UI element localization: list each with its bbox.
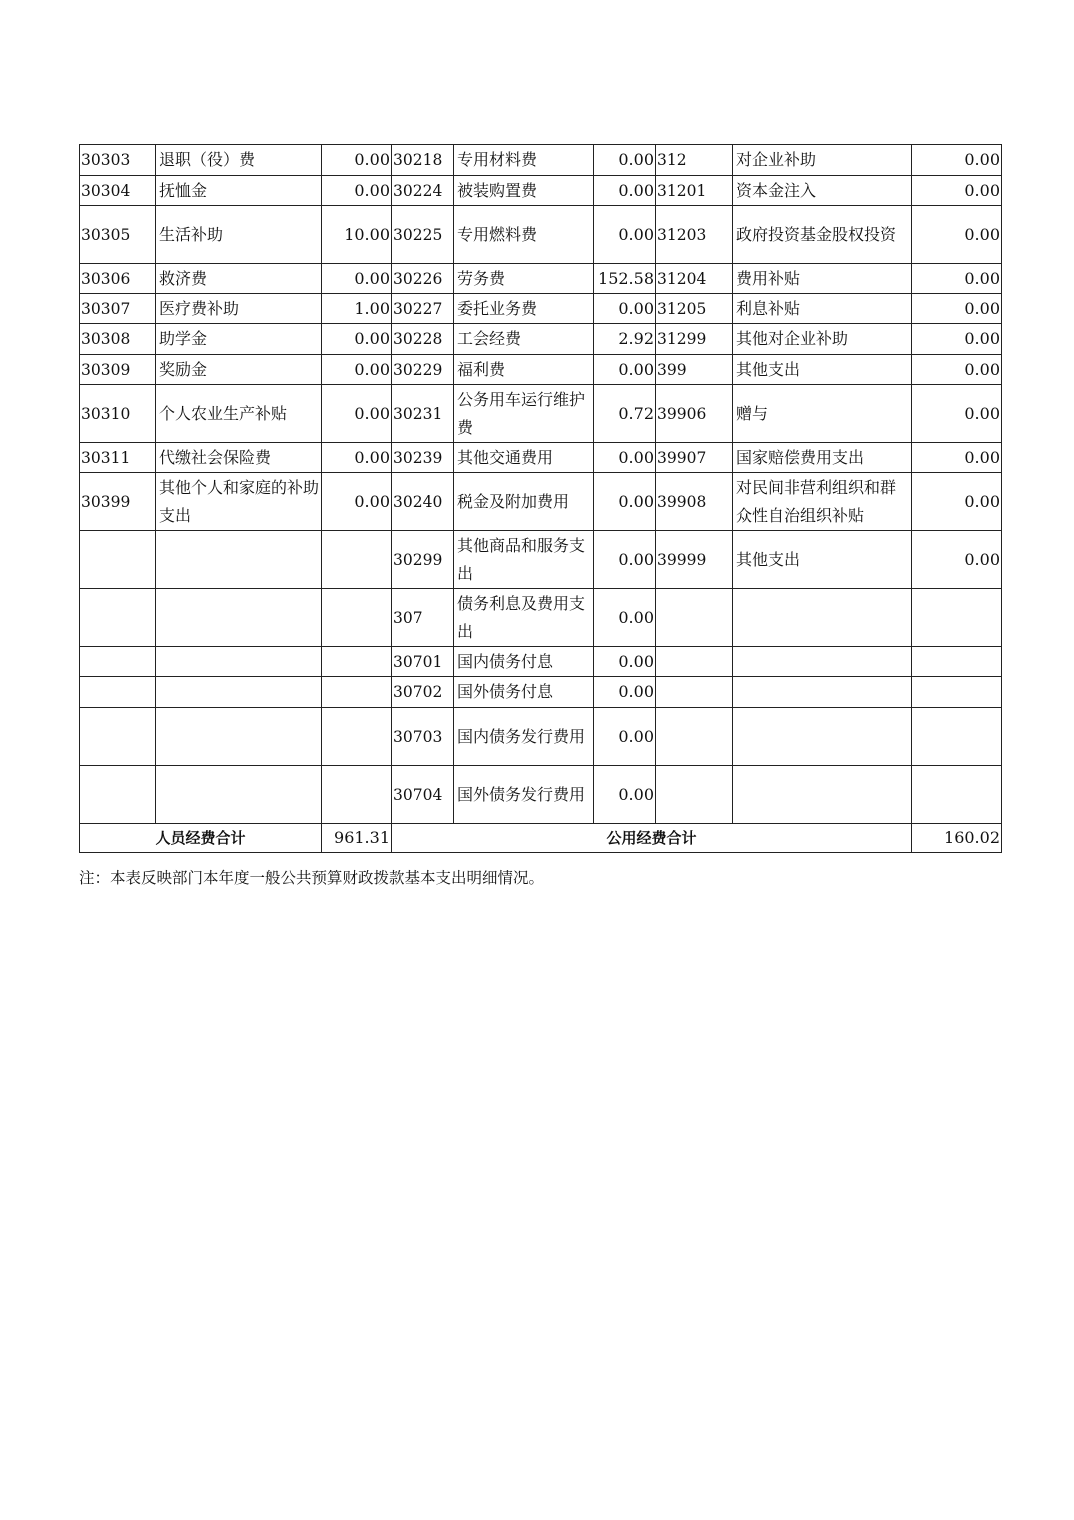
code-1-cell <box>80 708 156 766</box>
amount-2-cell: 2.92 <box>594 324 656 355</box>
code-1-cell: 30303 <box>80 145 156 176</box>
amount-1-cell <box>322 531 392 589</box>
public-total-label: 公用经费合计 <box>392 824 912 853</box>
table-row <box>80 766 1002 824</box>
name-1-cell: 救济费 <box>156 264 322 294</box>
name-1-cell <box>156 589 322 647</box>
code-3-cell: 31299 <box>656 324 733 355</box>
code-1-cell: 30307 <box>80 294 156 324</box>
name-2-cell: 被装购置费 <box>454 176 594 206</box>
name-1-cell: 代缴社会保险费 <box>156 443 322 473</box>
totals-row <box>80 824 1002 853</box>
code-1-cell: 30304 <box>80 176 156 206</box>
code-3-cell <box>656 766 733 824</box>
name-3-cell: 对民间非营利组织和群众性自治组织补贴 <box>733 473 912 531</box>
table-row <box>80 677 1002 708</box>
code-1-cell <box>80 766 156 824</box>
name-2-cell: 专用材料费 <box>454 145 594 176</box>
code-1-cell: 30310 <box>80 385 156 443</box>
amount-2-cell: 0.00 <box>594 176 656 206</box>
amount-3-cell: 0.00 <box>912 264 1002 294</box>
amount-2-cell: 0.00 <box>594 473 656 531</box>
name-2-cell: 债务利息及费用支出 <box>454 589 594 647</box>
code-3-cell: 399 <box>656 355 733 385</box>
amount-2-cell: 0.00 <box>594 145 656 176</box>
name-2-cell: 国外债务发行费用 <box>454 766 594 824</box>
name-2-cell: 工会经费 <box>454 324 594 355</box>
name-1-cell: 生活补助 <box>156 206 322 264</box>
code-2-cell: 30228 <box>392 324 454 355</box>
name-2-cell: 专用燃料费 <box>454 206 594 264</box>
code-2-cell: 307 <box>392 589 454 647</box>
code-3-cell: 39906 <box>656 385 733 443</box>
code-2-cell: 30704 <box>392 766 454 824</box>
name-2-cell: 委托业务费 <box>454 294 594 324</box>
name-1-cell <box>156 708 322 766</box>
name-2-cell: 国内债务付息 <box>454 647 594 677</box>
name-3-cell <box>733 766 912 824</box>
name-2-cell: 其他商品和服务支出 <box>454 531 594 589</box>
code-2-cell: 30224 <box>392 176 454 206</box>
code-1-cell <box>80 531 156 589</box>
name-3-cell: 其他对企业补助 <box>733 324 912 355</box>
code-3-cell: 39999 <box>656 531 733 589</box>
name-2-cell: 国内债务发行费用 <box>454 708 594 766</box>
code-2-cell: 30702 <box>392 677 454 708</box>
name-3-cell: 赠与 <box>733 385 912 443</box>
code-3-cell <box>656 589 733 647</box>
name-2-cell: 劳务费 <box>454 264 594 294</box>
amount-3-cell <box>912 708 1002 766</box>
table-body <box>80 145 1002 824</box>
code-1-cell: 30399 <box>80 473 156 531</box>
table-row <box>80 589 1002 647</box>
code-1-cell: 30309 <box>80 355 156 385</box>
amount-3-cell <box>912 766 1002 824</box>
code-1-cell: 30305 <box>80 206 156 264</box>
code-3-cell: 31201 <box>656 176 733 206</box>
table-row <box>80 264 1002 294</box>
amount-3-cell <box>912 677 1002 708</box>
amount-1-cell <box>322 766 392 824</box>
budget-detail-table <box>79 144 1002 853</box>
amount-1-cell: 0.00 <box>322 264 392 294</box>
amount-1-cell: 10.00 <box>322 206 392 264</box>
name-2-cell: 税金及附加费用 <box>454 473 594 531</box>
name-3-cell <box>733 647 912 677</box>
amount-3-cell <box>912 647 1002 677</box>
code-2-cell: 30231 <box>392 385 454 443</box>
table-row <box>80 145 1002 176</box>
table-row <box>80 443 1002 473</box>
code-2-cell: 30703 <box>392 708 454 766</box>
name-1-cell: 个人农业生产补贴 <box>156 385 322 443</box>
code-2-cell: 30227 <box>392 294 454 324</box>
name-1-cell <box>156 531 322 589</box>
amount-3-cell <box>912 589 1002 647</box>
amount-1-cell: 0.00 <box>322 176 392 206</box>
amount-3-cell: 0.00 <box>912 355 1002 385</box>
amount-2-cell: 0.72 <box>594 385 656 443</box>
name-2-cell: 其他交通费用 <box>454 443 594 473</box>
table-row <box>80 385 1002 443</box>
table-row <box>80 708 1002 766</box>
name-1-cell <box>156 766 322 824</box>
code-3-cell: 39907 <box>656 443 733 473</box>
amount-1-cell <box>322 677 392 708</box>
table-row <box>80 294 1002 324</box>
amount-3-cell: 0.00 <box>912 324 1002 355</box>
name-1-cell <box>156 677 322 708</box>
code-2-cell: 30229 <box>392 355 454 385</box>
name-3-cell: 资本金注入 <box>733 176 912 206</box>
amount-3-cell: 0.00 <box>912 206 1002 264</box>
amount-3-cell: 0.00 <box>912 473 1002 531</box>
amount-2-cell: 0.00 <box>594 355 656 385</box>
amount-1-cell: 0.00 <box>322 473 392 531</box>
table-row <box>80 206 1002 264</box>
amount-1-cell: 0.00 <box>322 443 392 473</box>
amount-1-cell: 0.00 <box>322 324 392 355</box>
code-1-cell: 30308 <box>80 324 156 355</box>
table-row <box>80 324 1002 355</box>
amount-2-cell: 0.00 <box>594 677 656 708</box>
code-2-cell: 30225 <box>392 206 454 264</box>
name-2-cell: 国外债务付息 <box>454 677 594 708</box>
amount-1-cell <box>322 647 392 677</box>
name-3-cell: 其他支出 <box>733 355 912 385</box>
code-1-cell: 30306 <box>80 264 156 294</box>
amount-2-cell: 0.00 <box>594 531 656 589</box>
amount-3-cell: 0.00 <box>912 385 1002 443</box>
code-1-cell <box>80 677 156 708</box>
code-2-cell: 30299 <box>392 531 454 589</box>
amount-3-cell: 0.00 <box>912 176 1002 206</box>
name-1-cell: 抚恤金 <box>156 176 322 206</box>
name-3-cell <box>733 708 912 766</box>
name-1-cell: 助学金 <box>156 324 322 355</box>
amount-3-cell: 0.00 <box>912 443 1002 473</box>
code-2-cell: 30239 <box>392 443 454 473</box>
table-row <box>80 531 1002 589</box>
code-3-cell <box>656 677 733 708</box>
amount-2-cell: 0.00 <box>594 589 656 647</box>
code-2-cell: 30226 <box>392 264 454 294</box>
name-3-cell: 费用补贴 <box>733 264 912 294</box>
name-3-cell: 对企业补助 <box>733 145 912 176</box>
personnel-total-label: 人员经费合计 <box>80 824 322 853</box>
name-1-cell: 医疗费补助 <box>156 294 322 324</box>
name-1-cell: 奖励金 <box>156 355 322 385</box>
name-3-cell <box>733 589 912 647</box>
amount-3-cell: 0.00 <box>912 294 1002 324</box>
amount-2-cell: 0.00 <box>594 443 656 473</box>
table-footnote: 注：本表反映部门本年度一般公共预算财政拨款基本支出明细情况。 <box>79 869 545 887</box>
code-3-cell: 31203 <box>656 206 733 264</box>
name-2-cell: 福利费 <box>454 355 594 385</box>
code-3-cell: 312 <box>656 145 733 176</box>
code-3-cell: 31204 <box>656 264 733 294</box>
table-row <box>80 473 1002 531</box>
code-3-cell: 31205 <box>656 294 733 324</box>
name-3-cell: 政府投资基金股权投资 <box>733 206 912 264</box>
code-1-cell: 30311 <box>80 443 156 473</box>
amount-1-cell: 0.00 <box>322 385 392 443</box>
amount-3-cell: 0.00 <box>912 531 1002 589</box>
name-3-cell: 国家赔偿费用支出 <box>733 443 912 473</box>
name-3-cell: 其他支出 <box>733 531 912 589</box>
code-2-cell: 30218 <box>392 145 454 176</box>
amount-1-cell: 0.00 <box>322 355 392 385</box>
amount-2-cell: 0.00 <box>594 647 656 677</box>
amount-3-cell: 0.00 <box>912 145 1002 176</box>
table-row <box>80 647 1002 677</box>
amount-2-cell: 0.00 <box>594 766 656 824</box>
personnel-total-value: 961.31 <box>322 824 392 853</box>
code-1-cell <box>80 589 156 647</box>
amount-2-cell: 0.00 <box>594 206 656 264</box>
amount-1-cell <box>322 708 392 766</box>
amount-2-cell: 152.58 <box>594 264 656 294</box>
code-3-cell <box>656 708 733 766</box>
public-total-value: 160.02 <box>912 824 1002 853</box>
name-1-cell <box>156 647 322 677</box>
code-3-cell <box>656 647 733 677</box>
amount-1-cell <box>322 589 392 647</box>
amount-1-cell: 0.00 <box>322 145 392 176</box>
name-3-cell <box>733 677 912 708</box>
amount-2-cell: 0.00 <box>594 708 656 766</box>
name-1-cell: 其他个人和家庭的补助支出 <box>156 473 322 531</box>
code-2-cell: 30701 <box>392 647 454 677</box>
amount-2-cell: 0.00 <box>594 294 656 324</box>
name-2-cell: 公务用车运行维护费 <box>454 385 594 443</box>
amount-1-cell: 1.00 <box>322 294 392 324</box>
code-2-cell: 30240 <box>392 473 454 531</box>
name-1-cell: 退职（役）费 <box>156 145 322 176</box>
name-3-cell: 利息补贴 <box>733 294 912 324</box>
table-row <box>80 176 1002 206</box>
code-3-cell: 39908 <box>656 473 733 531</box>
table-row <box>80 355 1002 385</box>
code-1-cell <box>80 647 156 677</box>
